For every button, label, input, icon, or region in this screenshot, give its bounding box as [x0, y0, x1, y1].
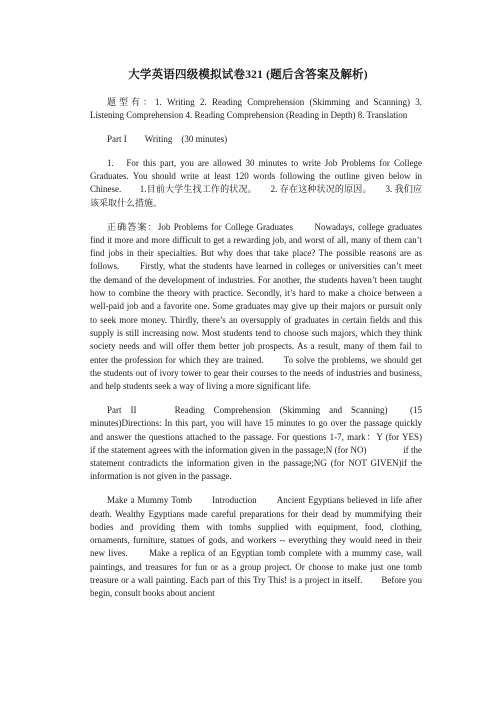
part1-heading: Part I Writing (30 minutes)	[107, 134, 228, 145]
answer-paragraph: 正确答案：Job Problems for College Graduates Nowadays, college graduates find it more and more difficult to get a rewarding job, and worst of all, many of them can’t find jobs in their specialties. But why does that take place? The possible reasons are as follows. Firstly, what the students have learned in colleges or universities can’t meet the demand of the development of industries. For another, the students haven’t been taught how to combine the theory with practice. Secondly, it’s hard to make a choice between a well-paid job and a favorite one. Some graduates may give up their majors or pursuit only to seek more money. Thirdly, there’s an oversupply of graduates in certain fields and this supply is still increasing now. Most students tend to choose such majors, which they think society needs and will offer them better job prospects. As a result, many of them fail to enter the profession for which they are trained. To solve the problems, we should get the students out of ivory tower to gear their courses to the needs of industries and business, and help students seek a way of living a more significant life.	[90, 221, 422, 392]
document-body	[90, 96, 450, 611]
part2-directions: Part II Reading Comprehension (Skimming and Scanning) (15 minutes)Directions: In this part, you will have 15 minutes to go over the passage quickly and answer the questions attached to the passage. For questions 1-7, mark：Y (for YES) if the statement agrees with the information given in the passage;N (for NO) if the statement contradicts the information given in the passage;NG (for NOT GIVEN)if the information is not given in the passage.	[90, 404, 450, 482]
question-1-prompt: 1. For this part, you are allowed 30 minutes to write Job Problems for College Graduates. You should write at least 120 words following the outline given below in Chinese. 1.目前大学生找工作的状况。 2. 存在这种状况的原因。 3. 我们应该采取什么措施。	[90, 157, 422, 208]
document-title: 大学英语四级模拟试卷321 (题后含答案及解析)	[128, 69, 368, 81]
reading-passage: Make a Mummy Tomb Introduction Ancient Egyptians believed in life after death. Wealthy Egyptians made careful preparations for their dead by mummifying their bodies and providing them with tombs supplied with equipment, food, clothing, ornaments, furniture, statues of gods, and workers -- everything they would need in their new lives. Make a replica of an Egyptian tomb complete with a mummy case, wall paintings, and treasures for fun or as a group project. Or choose to make just one tomb treasure or a wall painting. Each part of this Try This! is a project in itself. Before you begin, consult books about ancient	[90, 495, 432, 599]
question-types: 题型有：1. Writing 2. Reading Comprehension (Skimming and Scanning) 3. Listening Comprehension 4. Reading Comprehension (Reading in Depth) 8. Translation	[90, 97, 422, 121]
